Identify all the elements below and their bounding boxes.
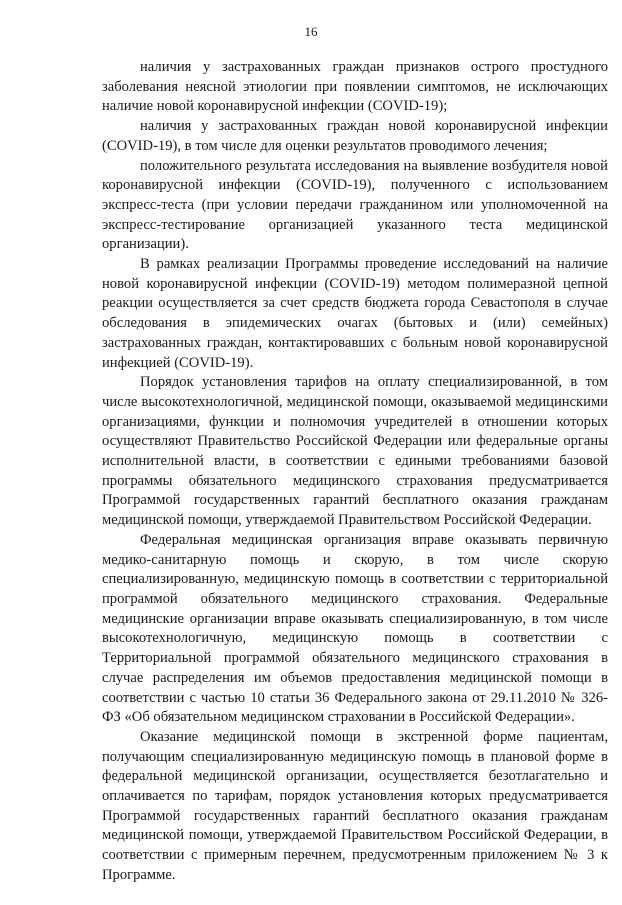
paragraph-federal-organization: Федеральная медицинская организация вправе оказывать первичную медико-санитарную помощь и скорую, в том числе скорую специализированную, медицинскую помощь в соответствии с территориальной программой обязательного медицинского страхования. Федеральные медицинские организации вправе оказывать специализированную, в том числе высокотехнологичную, медицинскую помощь в соответствии с Территориальной программой обязательного медицинского страхования в случае распределения им объемов предоставления медицинской помощи в соответствии с частью 10 статьи 36 Федерального закона от 29.11.2010 № 326-ФЗ «Об обязательном медицинском страховании в Российской Федерации». bbox=[102, 531, 608, 726]
paragraph-emergency-care: Оказание медицинской помощи в экстренной форме пациентам, получающим специализированную медицинскую помощь в плановой форме в федеральной медицинской организации, осуществляется безотлагательно и оплачивается по тарифам, порядок установления которых предусматривается Программой государственных гарантий бесплатного оказания гражданам медицинской помощи, утверждаемой Правительством Российской Федерации, в соответствии с примерным перечнем, предусмотренным приложением № 3 к Программе. bbox=[102, 728, 608, 883]
page-number: 16 bbox=[304, 24, 318, 39]
paragraph-pcr-funding: В рамках реализации Программы проведение исследований на наличие новой коронавирусной инфекции (COVID-19) методом полимеразной цепной реакции осуществляется за счет средств бюджета города Севастополя в случае обследования в эпидемических очагах (бытовых и (или) семейных) застрахованных граждан, контактировавших с больным новой коронавирусной инфекцией (COVID-19). bbox=[102, 256, 608, 371]
paragraph-infection: наличия у застрахованных граждан новой коронавирусной инфекции (COVID-19), в том числе для оценки результатов проводимого лечения; bbox=[102, 118, 608, 154]
paragraph-symptoms: наличия у застрахованных граждан признаков острого простудного заболевания неясной этиологии при появлении симптомов, не исключающих наличие новой коронавирусной инфекции (COVID-19); bbox=[102, 59, 608, 115]
paragraph-positive-result: положительного результата исследования на выявление возбудителя новой коронавирусной инфекции (COVID-19), полученного с использованием экспресс-теста (при условии передачи гражданином или уполномоченной на экспресс-тестирование организацией указанного теста медицинской организации). bbox=[102, 157, 608, 253]
document-body bbox=[102, 58, 608, 886]
paragraph-tariff-procedure: Порядок установления тарифов на оплату специализированной, в том числе высокотехнологичной, медицинской помощи, оказываемой медицинскими организациями, функции и полномочия учредителей в отношении которых осуществляют Правительство Российской Федерации или федеральные органы исполнительной власти, в соответствии с едиными требованиями базовой программы обязательного медицинского страхования предусматривается Программой государственных гарантий бесплатного оказания гражданам медицинской помощи, утверждаемой Правительством Российской Федерации. bbox=[102, 374, 608, 529]
